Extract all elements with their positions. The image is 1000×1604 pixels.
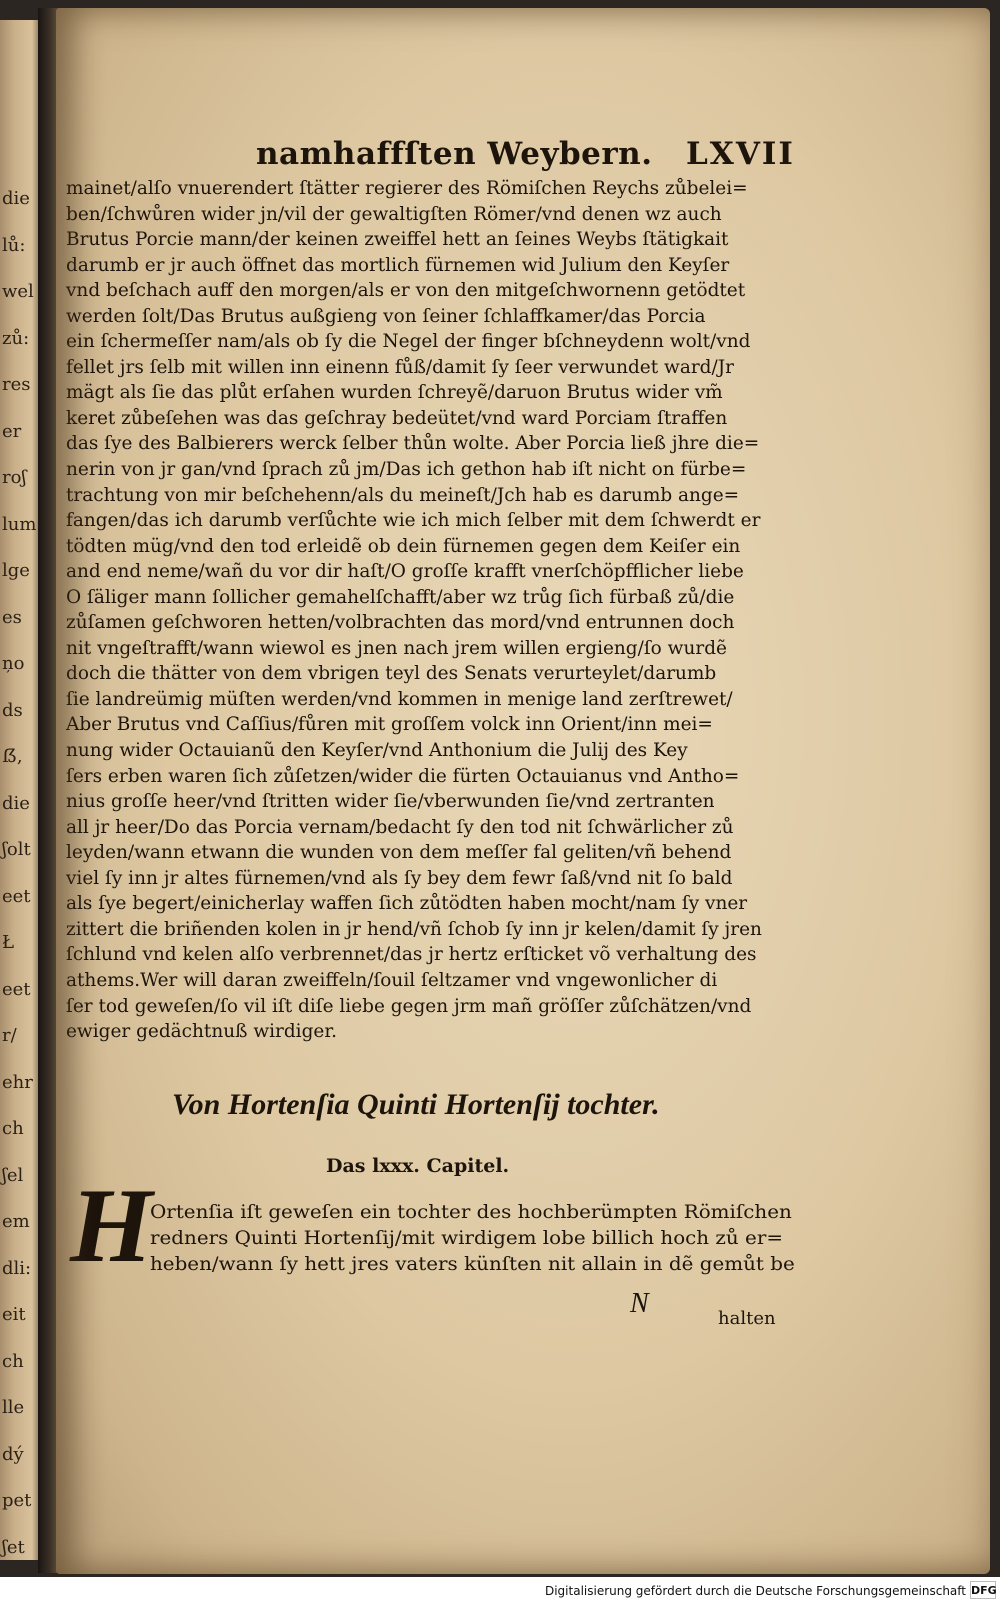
facing-page-fragment: ch [2,1350,24,1372]
footer-bar [0,1577,1000,1604]
facing-page-fragment: es [2,606,22,628]
facing-page-fragment: r/ [2,1025,17,1046]
body-line: tödten müg/vnd den tod erleidẽ ob dein fürnemen gegen dem Keiſer ein [66,535,741,557]
body-line: keret zůbeſehen was das geſchray bedeütet/vnd ward Porciam ſtraffen [66,407,728,429]
facing-page-fragment: die [2,792,30,814]
facing-page-fragment: lum [2,513,37,535]
facing-page-fragment: ʃet [2,1536,25,1558]
facing-page-fragment: eet [2,885,31,907]
facing-page-fragment: lle [2,1397,25,1418]
body-line: fellet jrs ſelb mit willen inn einenn fůß/damit ſy ſeer verwundet ward/Jr [66,356,734,378]
body-line: all jr heer/Do das Porcia vernam/bedacht ſy den tod nit ſchwärlicher zů [66,816,734,838]
body-line: nit vngeſtrafft/wann wiewol es jnen nach jrem willen ergieng/ſo wurdẽ [66,637,727,659]
facing-page-fragment: die [2,188,30,209]
facing-page-edge [0,20,40,1560]
dfg-logo: DFG [970,1581,996,1599]
chapter-line: redners Quinti Hortenſij/mit wirdigem lobe billich hoch zů er= [150,1228,783,1249]
body-line: werden ſolt/Das Brutus außgieng von ſeiner ſchlaffkamer/das Porcia [66,305,706,327]
body-line: ben/ſchwůren wider jn/vil der gewaltigſten Römer/vnd denen wz auch [66,203,722,225]
facing-page-fragment: ņo [2,653,25,674]
body-line: trachtung von mir beſchehenn/als du meineſt/Jch hab es darumb ange= [66,484,740,506]
chapter-number: Das lxxx. Capitel. [326,1155,510,1177]
body-line: ſer tod geweſen/ſo vil iſt diſe liebe gegen jrm mañ gröſſer zůſchätzen/vnd [66,995,752,1017]
body-line: zittert die briñenden kolen in jr hend/vñ ſchob ſy inn jr kelen/damit ſy jren [66,918,762,940]
facing-page-fragment: wel [2,281,34,302]
catchword: halten [718,1308,776,1329]
body-line: nerin von jr gan/vnd ſprach zů jm/Das ich gethon hab iſt nicht on fürbe= [66,459,747,481]
body-line: Aber Brutus vnd Caſſius/fůren mit groſſem volck inn Orient/inn mei= [66,714,713,736]
body-line: mägt als ſie das plůt erſahen wurden ſchreyẽ/daruon Brutus wider vm̃ [66,382,723,404]
body-line: das ſye des Balbierers werck ſelber thůn wolte. Aber Porcia ließ jhre die= [66,433,760,455]
chapter-line: heben/wann ſy hett jres vaters künſten nit allain in dẽ gemůt be [150,1254,795,1275]
facing-page-fragment: ẞ, [2,746,23,767]
chapter-heading: Von Hortenſia Quinti Hortenſij tochter. [172,1088,660,1121]
body-line: athems.Wer will daran zweiffeln/ſouil ſeltzamer vnd vngewonlicher di [66,969,718,991]
facing-page-fragment: em [2,1211,30,1232]
body-line: mainet/alſo vnuerendert ſtätter regierer des Römiſchen Reychs zůbelei= [66,178,748,199]
facing-page-fragment: zů: [2,327,30,349]
facing-page-fragment: er [2,420,22,442]
facing-page-fragment: ds [2,699,23,721]
signature-mark: N [630,1288,649,1319]
body-line: ſie landreümig müſten werden/vnd kommen in menige land zerſtrewet/ [66,688,733,710]
facing-page-fragment: res [2,374,31,395]
body-line: viel ſy inn jr altes fürnemen/vnd als ſy bey dem fewr ſaß/vnd nit ſo bald [66,867,733,889]
body-line: zůſamen geſchworen hetten/volbrachten das mord/vnd entrunnen doch [66,612,735,634]
chapter-line: Ortenſia iſt geweſen ein tochter des hochberümpten Römiſchen [150,1202,792,1223]
facing-page-fragment: roʃ [2,467,27,488]
drop-cap: H [70,1167,153,1284]
body-line: doch die thätter von dem vbrigen teyl des Senats verurteylet/darumb [66,663,717,685]
facing-page-fragment: ehr [2,1071,33,1093]
book-page [56,8,990,1574]
body-line: ſers erben waren ſich zůſetzen/wider die fürten Octauianus vnd Antho= [66,765,740,787]
body-line: fangen/das ich darumb verſůchte wie ich mich ſelber mit dem ſchwerdt er [66,510,761,532]
body-line: darumb er jr auch öffnet das mortlich fürnemen wid Julium den Keyſer [66,254,730,276]
body-line: ein ſchermeſſer nam/als ob ſy die Negel der finger bſchneydenn wolt/vnd [66,331,751,353]
facing-page-fragment: dý [2,1443,24,1465]
body-line: als ſye begert/einicherlay waffen ſich zůtödten haben mocht/nam ſy vner [66,893,748,915]
facing-page-fragment: ch [2,1118,24,1139]
body-line: and end neme/wañ du vor dir haſt/O groſſe krafft vnerſchöpfflicher liebe [66,561,744,583]
body-line: nius groſſe heer/vnd ſtritten wider ſie/vberwunden ſie/vnd zertranten [66,791,715,813]
body-line: vnd beſchach auff den morgen/als er von den mitgeſchwornenn getödtet [66,280,746,302]
facing-page-fragment: eit [2,1304,26,1325]
body-line: ewiger gedächtnuß wirdiger. [66,1021,338,1043]
facing-page-fragment: lů: [2,234,26,256]
folio-number: LXVII [686,136,795,172]
facing-page-fragment: eet [2,978,31,1000]
body-text-block [66,176,796,1045]
body-line: leyden/wann etwann die wunden von dem meſſer fal geliten/vñ behend [66,842,732,864]
body-line: Brutus Porcie mann/der keinen zweiffel hett an ſeines Weybs ſtätigkait [66,229,729,251]
body-line: ſchlund vnd kelen alſo verbrennet/das jr hertz erſticket võ verhaltung des [66,944,757,966]
facing-page-fragment: Ł [2,932,15,953]
facing-page-fragment: pet [2,1490,32,1511]
facing-page-fragment: ʃel [2,1164,24,1186]
running-title: namhaffſten Weybern. [256,136,653,172]
body-line: O ſäliger mann ſollicher gemahelſchafft/aber wz trůg ſich fürbaß zů/die [66,586,735,608]
facing-page-fragment: lge [2,560,30,581]
chapter-text-block [150,1200,795,1278]
facing-page-fragment: dli: [2,1257,32,1279]
footer-credit: Digitalisierung gefördert durch die Deutsche Forschungsgemeinschaft [544,1584,966,1598]
facing-page-fragment: ʃolt [2,839,31,860]
body-line: nung wider Octauianũ den Keyſer/vnd Anthonium die Julij des Key [66,740,688,762]
